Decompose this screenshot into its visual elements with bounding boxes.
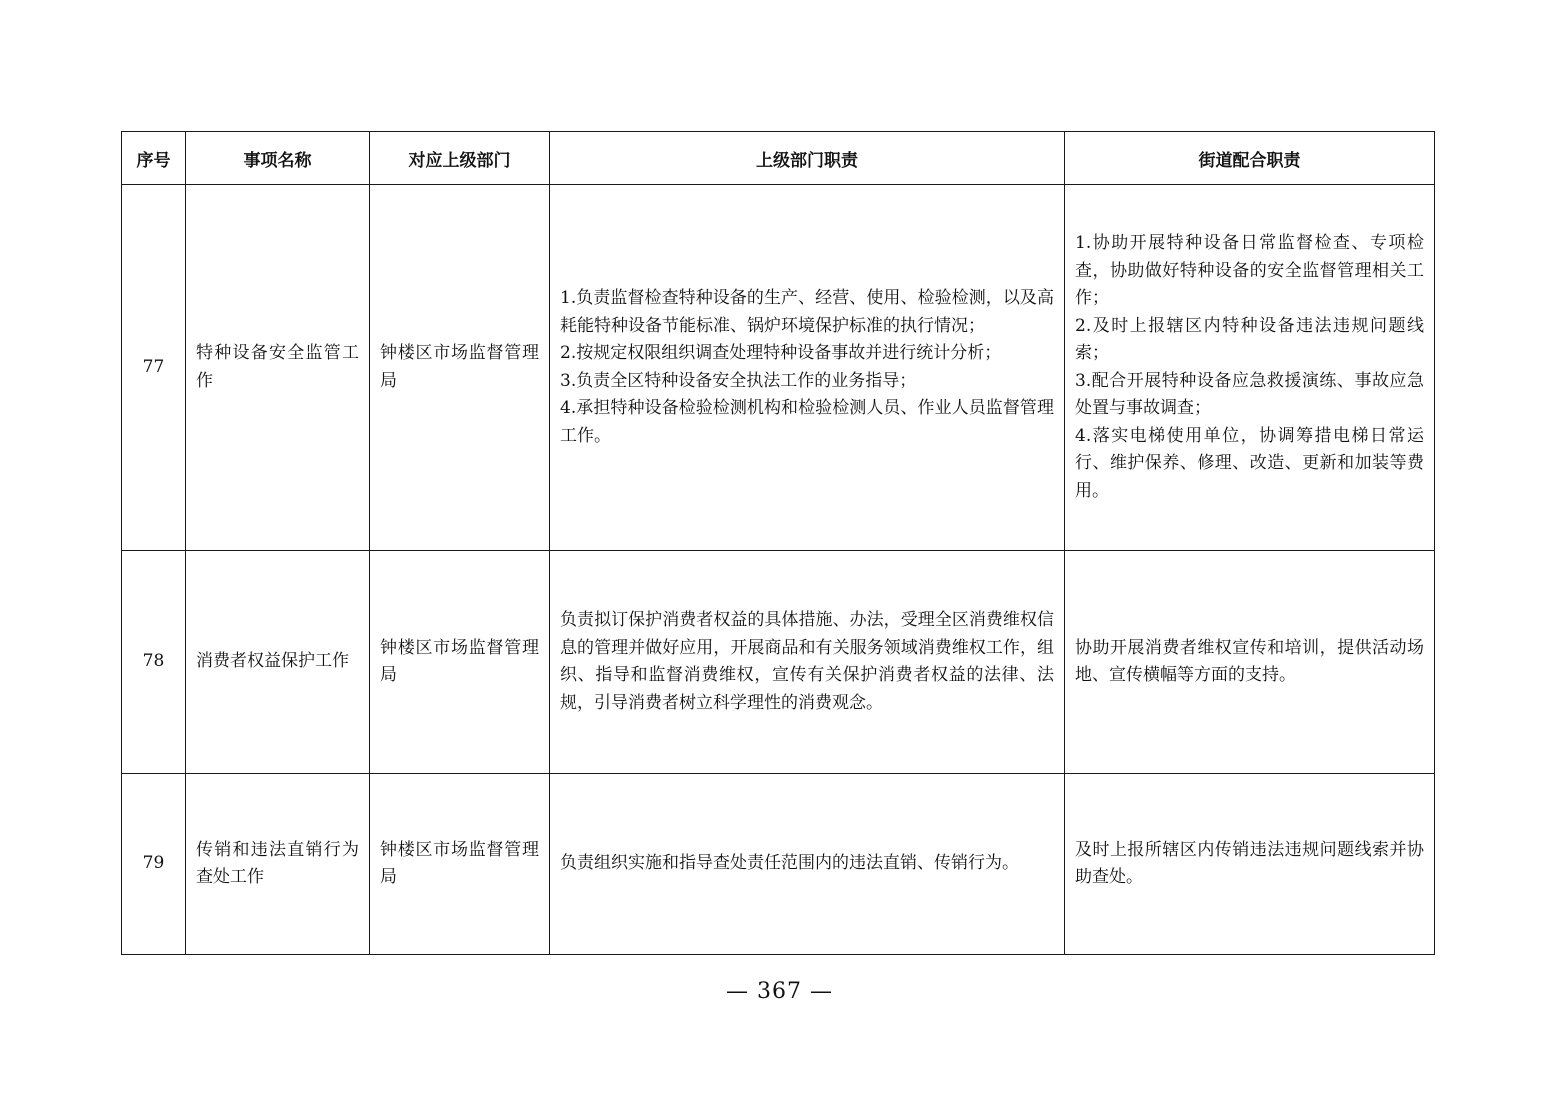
header-item-name: 事项名称 [186,132,370,185]
row-department-duty: 负责拟订保护消费者权益的具体措施、办法，受理全区消费维权信息的管理并做好应用，开展商品和有关服务领域消费维权工作，组织、指导和监督消费维权，宣传有关保护消费者权益的法律、法规，引导消费者树立科学理性的消费观念。 [550,551,1065,774]
table-row [122,774,1435,955]
row-item-name: 特种设备安全监管工作 [186,185,370,551]
row-department: 钟楼区市场监督管理局 [370,185,550,551]
table-header-row [122,132,1435,185]
duty-item: 3.负责全区特种设备安全执法工作的业务指导； [560,370,917,391]
row-no: 77 [122,185,186,551]
row-no: 78 [122,551,186,774]
duty-table [121,131,1435,955]
header-street-duty: 街道配合职责 [1065,132,1435,185]
street-duty-item: 4.落实电梯使用单位，协调筹措电梯日常运行、维护保养、修理、改造、更新和加装等费用。 [1075,425,1424,501]
row-item-name: 传销和违法直销行为查处工作 [186,774,370,955]
duty-item: 2.按规定权限组织调查处理特种设备事故并进行统计分析； [560,343,1002,363]
duty-item: 4.承担特种设备检验检测机构和检验检测人员、作业人员监督管理工作。 [560,398,1054,446]
page-number: — 367 — [726,979,833,1004]
row-no: 79 [122,774,186,955]
row-street-duty: 协助开展消费者维权宣传和培训，提供活动场地、宣传横幅等方面的支持。 [1065,551,1435,774]
table-row [122,551,1435,774]
row-street-duty [1065,185,1435,551]
row-street-duty: 及时上报所辖区内传销违法违规问题线索并协助查处。 [1065,774,1435,955]
row-department-duty [550,185,1065,551]
row-department: 钟楼区市场监督管理局 [370,774,550,955]
duty-item: 1.负责监督检查特种设备的生产、经营、使用、检验检测，以及高耗能特种设备节能标准、锅炉环境保护标准的执行情况； [560,288,1054,336]
row-department-duty: 负责组织实施和指导查处责任范围内的违法直销、传销行为。 [550,774,1065,955]
header-department: 对应上级部门 [370,132,550,185]
row-department: 钟楼区市场监督管理局 [370,551,550,774]
street-duty-item: 3.配合开展特种设备应急救援演练、事故应急处置与事故调查； [1075,370,1424,418]
street-duty-item: 2.及时上报辖区内特种设备违法违规问题线索； [1075,315,1424,363]
row-item-name: 消费者权益保护工作 [186,551,370,774]
header-no: 序号 [122,132,186,185]
street-duty-item: 1.协助开展特种设备日常监督检查、专项检查，协助做好特种设备的安全监督管理相关工作； [1075,233,1424,308]
table-row [122,185,1435,551]
header-department-duty: 上级部门职责 [550,132,1065,185]
